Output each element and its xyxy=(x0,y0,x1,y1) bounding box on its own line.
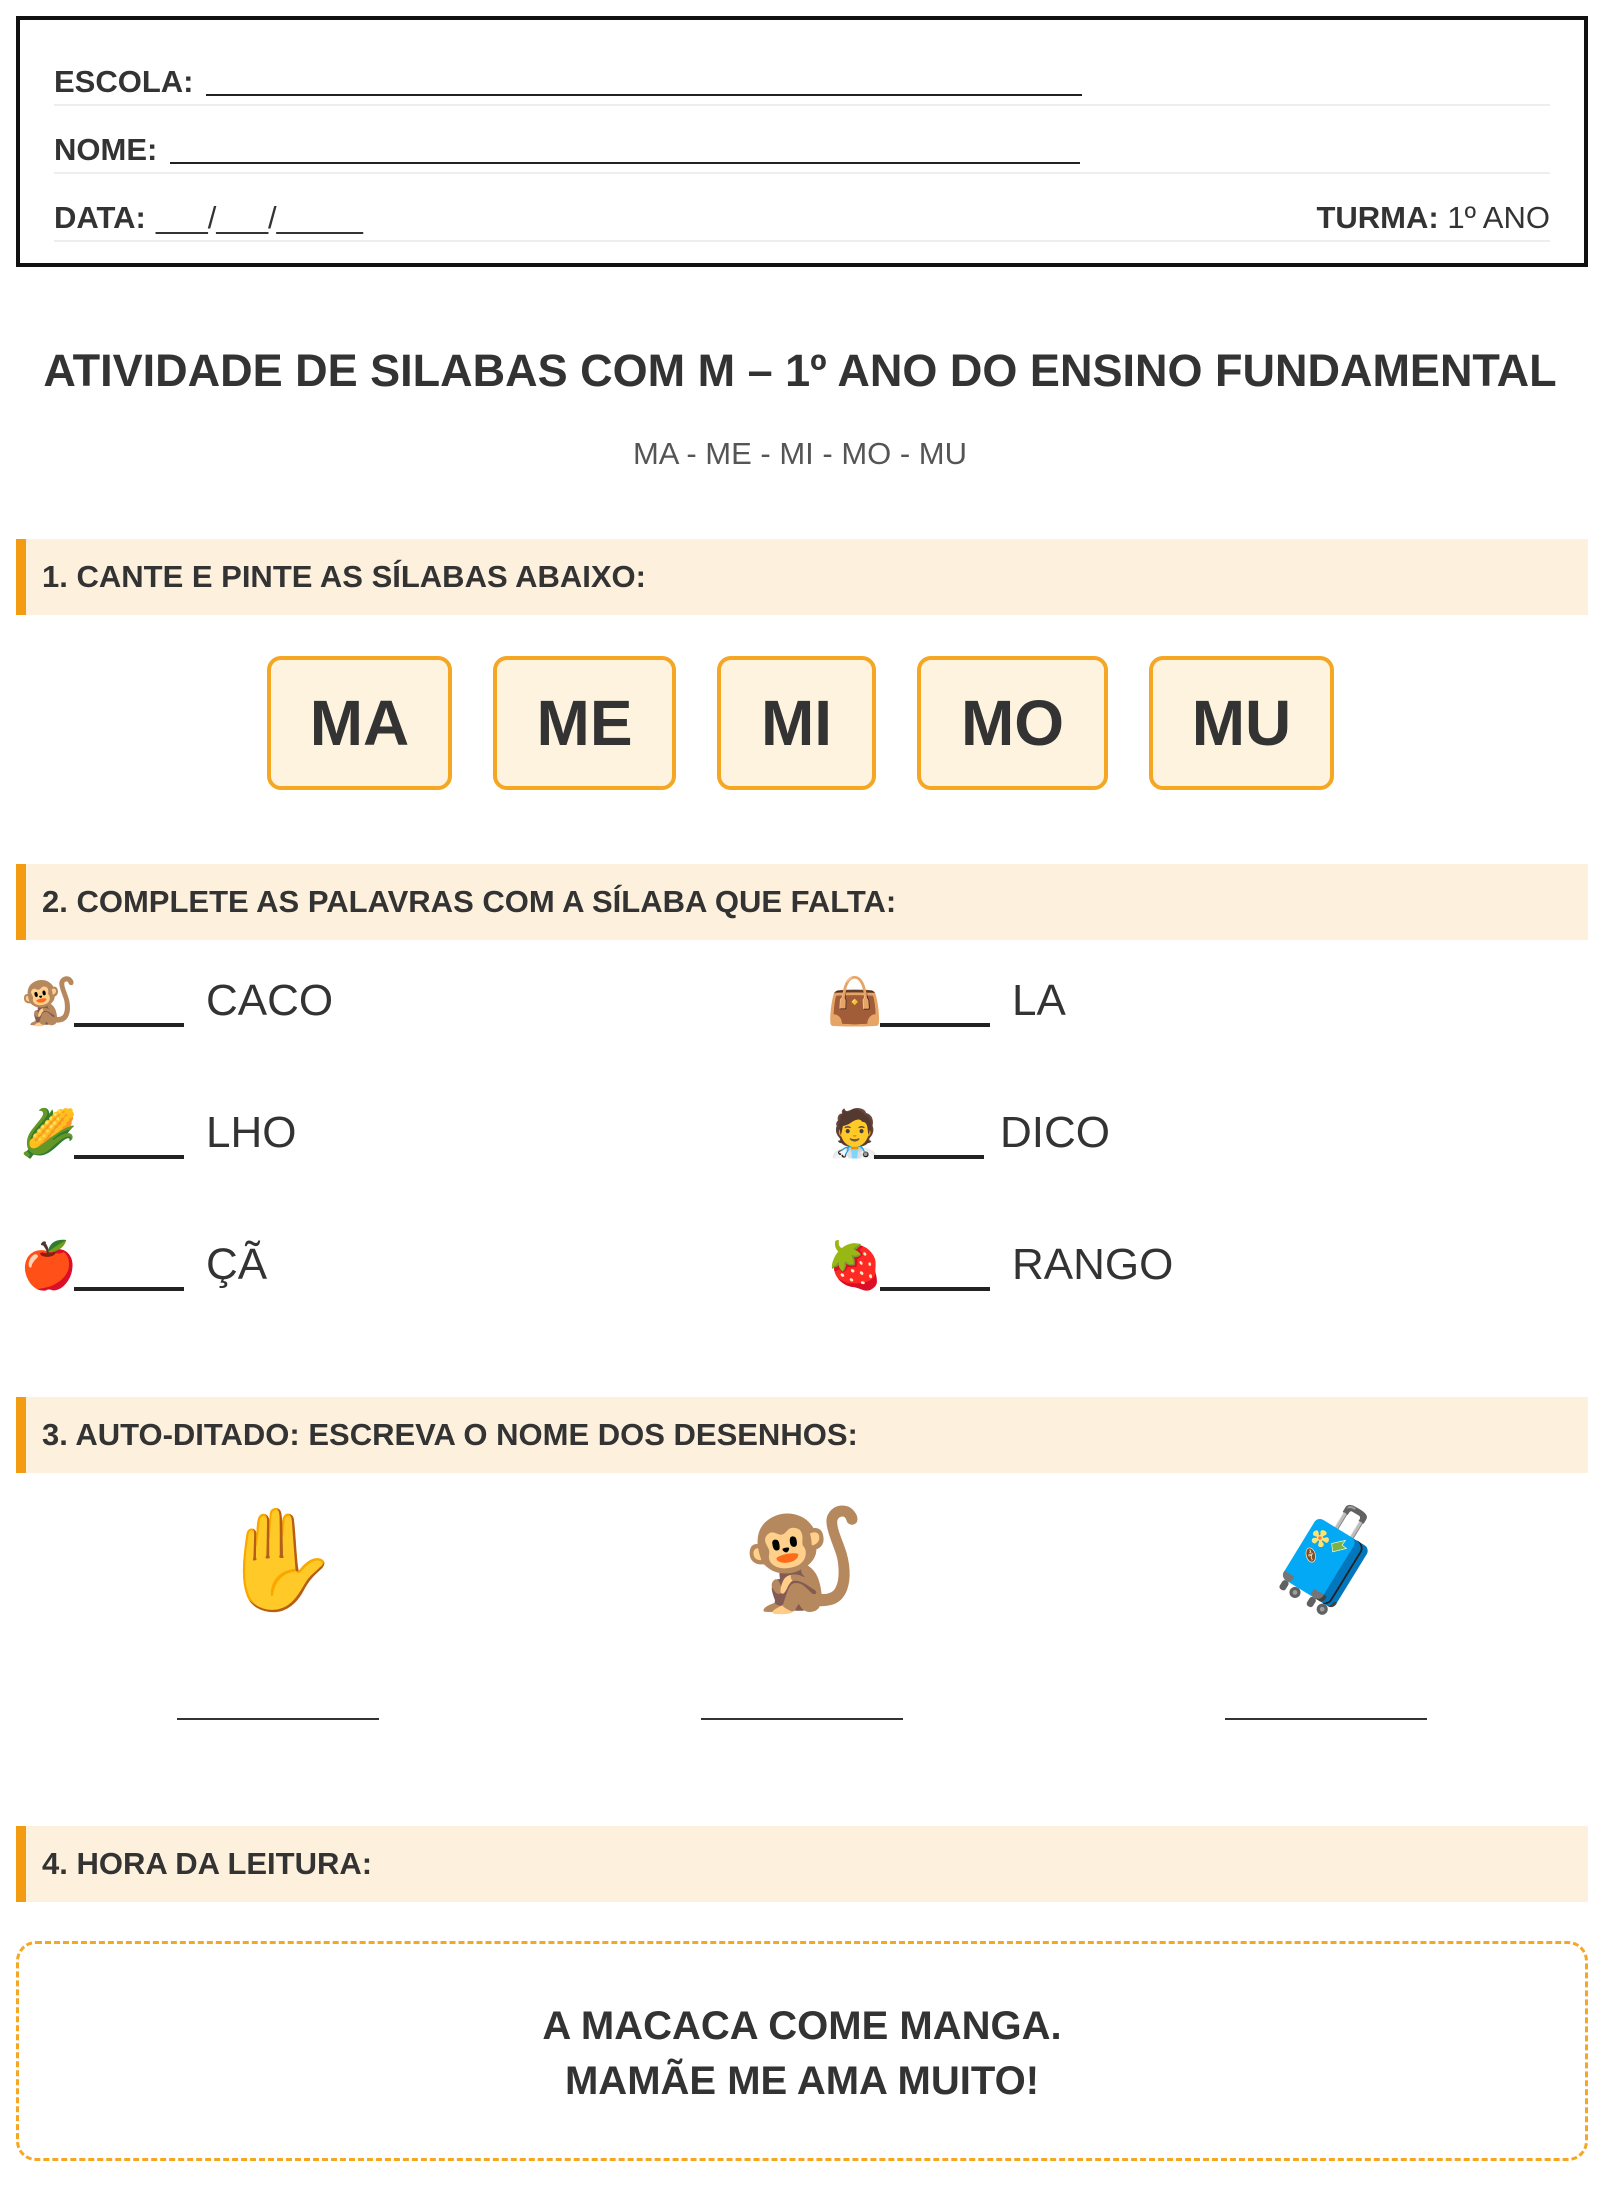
syllable-card-me[interactable]: ME xyxy=(493,656,676,790)
syllable-blank-4[interactable] xyxy=(874,1155,984,1159)
word-fragment-3: LHO xyxy=(206,1108,297,1157)
reading-box xyxy=(16,1941,1588,2161)
hand-icon: ✋ xyxy=(216,1504,341,1616)
monkey-icon: 🐒 xyxy=(741,1504,866,1616)
name-row xyxy=(54,108,1550,174)
word-item-5 xyxy=(20,1232,520,1302)
monkey-icon: 🐒 xyxy=(20,975,78,1027)
section-4-title: 4. HORA DA LEITURA: xyxy=(42,1846,373,1881)
word-fragment-6: RANGO xyxy=(1012,1240,1174,1289)
syllable-blank-3[interactable] xyxy=(74,1155,184,1159)
syllable-card-mi[interactable]: MI xyxy=(717,656,876,790)
word-item-6 xyxy=(826,1232,1326,1302)
student-info-box xyxy=(16,16,1588,267)
syllable-card-mu[interactable]: MU xyxy=(1149,656,1334,790)
date-row xyxy=(54,176,1550,242)
syllable-blank-2[interactable] xyxy=(880,1023,990,1027)
section-3-header xyxy=(16,1397,1588,1473)
section-1-header xyxy=(16,539,1588,615)
school-field[interactable] xyxy=(206,94,1082,96)
class-info xyxy=(1316,200,1550,236)
syllable-card-ma[interactable]: MA xyxy=(267,656,452,790)
date-label: DATA: xyxy=(54,200,146,235)
corn-icon: 🌽 xyxy=(20,1107,78,1159)
name-label: NOME: xyxy=(54,132,158,167)
syllable-blank-1[interactable] xyxy=(74,1023,184,1027)
suitcase-icon: 🧳 xyxy=(1265,1504,1390,1616)
apple-icon: 🍎 xyxy=(20,1239,78,1291)
answer-line-2[interactable] xyxy=(701,1718,903,1720)
answer-line-3[interactable] xyxy=(1225,1718,1427,1720)
word-fragment-2: LA xyxy=(1012,976,1066,1025)
section-4-header xyxy=(16,1826,1588,1902)
page-title: ATIVIDADE DE SILABAS COM M – 1º ANO DO ENSINO FUNDAMENTAL xyxy=(43,345,1557,396)
school-row xyxy=(54,40,1550,106)
answer-line-1[interactable] xyxy=(177,1718,379,1720)
syllable-blank-5[interactable] xyxy=(74,1287,184,1291)
handbag-icon: 👜 xyxy=(826,975,884,1027)
word-fragment-4: DICO xyxy=(1000,1108,1110,1157)
class-label: TURMA: xyxy=(1316,200,1439,235)
school-label: ESCOLA: xyxy=(54,64,194,99)
section-3-title: 3. AUTO-DITADO: ESCREVA O NOME DOS DESENHOS: xyxy=(42,1417,858,1452)
word-item-3 xyxy=(20,1100,520,1170)
word-fragment-1: CACO xyxy=(206,976,334,1025)
word-fragment-5: ÇÃ xyxy=(206,1240,268,1289)
reading-line-2: MAMÃE ME AMA MUITO! xyxy=(564,2059,1040,2103)
word-item-4 xyxy=(826,1100,1326,1170)
doctor-icon: 🧑‍⚕️ xyxy=(826,1107,884,1159)
section-2-title: 2. COMPLETE AS PALAVRAS COM A SÍLABA QUE FALTA: xyxy=(42,884,897,919)
word-item-2 xyxy=(826,968,1326,1038)
reading-line-1: A MACACA COME MANGA. xyxy=(542,2004,1062,2048)
name-field[interactable] xyxy=(170,162,1080,164)
class-value: 1º ANO xyxy=(1447,200,1550,235)
date-field[interactable]: ___/___/_____ xyxy=(156,200,363,235)
section-1-title: 1. CANTE E PINTE AS SÍLABAS ABAIXO: xyxy=(42,559,646,594)
strawberry-icon: 🍓 xyxy=(826,1239,884,1291)
page-subtitle: MA - ME - MI - MO - MU xyxy=(632,436,968,471)
syllable-card-mo[interactable]: MO xyxy=(917,656,1108,790)
section-2-header xyxy=(16,864,1588,940)
word-item-1 xyxy=(20,968,520,1038)
syllable-blank-6[interactable] xyxy=(880,1287,990,1291)
